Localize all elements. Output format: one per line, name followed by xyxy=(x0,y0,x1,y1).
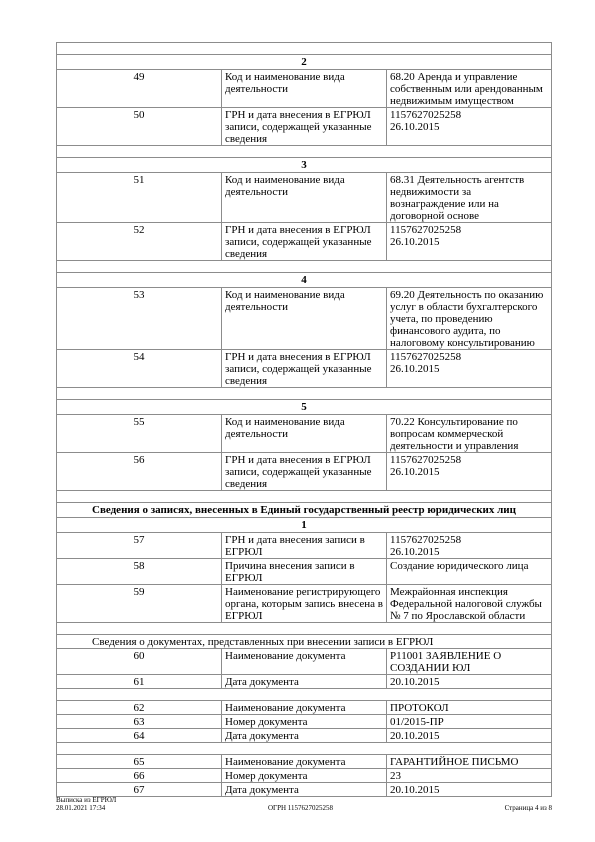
field-value: 1157627025258 26.10.2015 xyxy=(387,350,552,388)
field-label: ГРН и дата внесения в ЕГРЮЛ записи, содержащей указанные сведения xyxy=(222,453,387,491)
section-title-row xyxy=(57,503,552,518)
page-footer xyxy=(56,796,552,816)
spacer-cell xyxy=(57,43,552,55)
field-label: Номер документа xyxy=(222,769,387,783)
field-value: 20.10.2015 xyxy=(387,675,552,689)
field-label: Дата документа xyxy=(222,729,387,743)
row-number: 61 xyxy=(57,675,222,689)
field-value: ПРОТОКОЛ xyxy=(387,701,552,715)
spacer-cell xyxy=(57,743,552,755)
row-number: 62 xyxy=(57,701,222,715)
field-value: Создание юридического лица xyxy=(387,559,552,585)
table-row xyxy=(57,350,552,388)
row-number: 55 xyxy=(57,415,222,453)
field-value: 68.31 Деятельность агентств недвижимости за вознаграждение или на договорной основе xyxy=(387,173,552,223)
section-number: 1 xyxy=(57,518,552,533)
table-body xyxy=(57,43,552,797)
spacer-cell xyxy=(57,689,552,701)
spacer-row xyxy=(57,388,552,400)
field-value: 23 xyxy=(387,769,552,783)
table-row xyxy=(57,223,552,261)
table-row xyxy=(57,783,552,797)
row-number: 54 xyxy=(57,350,222,388)
row-number: 67 xyxy=(57,783,222,797)
section-number-row xyxy=(57,400,552,415)
footer-page-number: Страница 4 из 8 xyxy=(504,804,552,812)
spacer-cell xyxy=(57,388,552,400)
table-row xyxy=(57,649,552,675)
field-label: ГРН и дата внесения в ЕГРЮЛ записи, содержащей указанные сведения xyxy=(222,223,387,261)
table-row xyxy=(57,755,552,769)
row-number: 57 xyxy=(57,533,222,559)
field-label: Код и наименование вида деятельности xyxy=(222,288,387,350)
field-label: ГРН и дата внесения записи в ЕГРЮЛ xyxy=(222,533,387,559)
field-value: ГАРАНТИЙНОЕ ПИСЬМО xyxy=(387,755,552,769)
spacer-cell xyxy=(57,146,552,158)
field-value: 01/2015-ПР xyxy=(387,715,552,729)
row-number: 65 xyxy=(57,755,222,769)
subsection-title: Сведения о документах, представленных при внесении записи в ЕГРЮЛ xyxy=(57,635,552,649)
field-label: Дата документа xyxy=(222,783,387,797)
subsection-title-row xyxy=(57,635,552,649)
row-number: 63 xyxy=(57,715,222,729)
table-row xyxy=(57,585,552,623)
table-row xyxy=(57,173,552,223)
row-number: 59 xyxy=(57,585,222,623)
field-label: Причина внесения записи в ЕГРЮЛ xyxy=(222,559,387,585)
table-row xyxy=(57,415,552,453)
table-row xyxy=(57,453,552,491)
footer-doc-name: Выписка из ЕГРЮЛ xyxy=(56,796,117,804)
row-number: 53 xyxy=(57,288,222,350)
row-number: 51 xyxy=(57,173,222,223)
row-number: 52 xyxy=(57,223,222,261)
section-title: Сведения о записях, внесенных в Единый государственный реестр юридических лиц xyxy=(57,503,552,518)
footer-ogrn: ОГРН 1157627025258 xyxy=(268,804,334,812)
field-value: Межрайонная инспекция Федеральной налоговой службы № 7 по Ярославской области xyxy=(387,585,552,623)
spacer-cell xyxy=(57,491,552,503)
field-value: 68.20 Аренда и управление собственным или арендованным недвижимым имуществом xyxy=(387,70,552,108)
section-number: 4 xyxy=(57,273,552,288)
field-value: Р11001 ЗАЯВЛЕНИЕ О СОЗДАНИИ ЮЛ xyxy=(387,649,552,675)
row-number: 56 xyxy=(57,453,222,491)
field-value: 1157627025258 26.10.2015 xyxy=(387,108,552,146)
field-label: Код и наименование вида деятельности xyxy=(222,173,387,223)
field-label: ГРН и дата внесения в ЕГРЮЛ записи, содержащей указанные сведения xyxy=(222,350,387,388)
table-row xyxy=(57,675,552,689)
table-row xyxy=(57,70,552,108)
field-label: Номер документа xyxy=(222,715,387,729)
field-label: Наименование регистрирующего органа, которым запись внесена в ЕГРЮЛ xyxy=(222,585,387,623)
field-value: 69.20 Деятельность по оказанию услуг в области бухгалтерского учета, по проведению финансового аудита, по налоговому консультированию xyxy=(387,288,552,350)
table-row xyxy=(57,729,552,743)
spacer-row xyxy=(57,146,552,158)
section-number: 2 xyxy=(57,55,552,70)
table-row xyxy=(57,769,552,783)
row-number: 66 xyxy=(57,769,222,783)
table-row xyxy=(57,533,552,559)
footer-datetime: 28.01.2021 17:34 xyxy=(56,804,106,812)
field-value: 20.10.2015 xyxy=(387,783,552,797)
spacer-row xyxy=(57,43,552,55)
field-label: Наименование документа xyxy=(222,649,387,675)
field-label: ГРН и дата внесения в ЕГРЮЛ записи, содержащей указанные сведения xyxy=(222,108,387,146)
table-row xyxy=(57,108,552,146)
section-number-row xyxy=(57,158,552,173)
field-label: Наименование документа xyxy=(222,701,387,715)
egrul-extract-table xyxy=(56,42,552,797)
footer-left xyxy=(56,796,116,812)
field-value: 1157627025258 26.10.2015 xyxy=(387,453,552,491)
field-value: 70.22 Консультирование по вопросам коммерческой деятельности и управления xyxy=(387,415,552,453)
table-row xyxy=(57,288,552,350)
field-label: Код и наименование вида деятельности xyxy=(222,70,387,108)
spacer-cell xyxy=(57,261,552,273)
row-number: 64 xyxy=(57,729,222,743)
row-number: 49 xyxy=(57,70,222,108)
section-number: 5 xyxy=(57,400,552,415)
row-number: 60 xyxy=(57,649,222,675)
spacer-row xyxy=(57,623,552,635)
section-number-row xyxy=(57,55,552,70)
field-value: 1157627025258 26.10.2015 xyxy=(387,533,552,559)
document-page xyxy=(56,42,552,797)
table-row xyxy=(57,715,552,729)
spacer-row xyxy=(57,743,552,755)
spacer-row xyxy=(57,491,552,503)
spacer-cell xyxy=(57,623,552,635)
field-label: Дата документа xyxy=(222,675,387,689)
spacer-row xyxy=(57,261,552,273)
table-row xyxy=(57,559,552,585)
section-number-row xyxy=(57,273,552,288)
field-label: Наименование документа xyxy=(222,755,387,769)
field-label: Код и наименование вида деятельности xyxy=(222,415,387,453)
table-row xyxy=(57,701,552,715)
field-value: 1157627025258 26.10.2015 xyxy=(387,223,552,261)
field-value: 20.10.2015 xyxy=(387,729,552,743)
row-number: 50 xyxy=(57,108,222,146)
section-number-row xyxy=(57,518,552,533)
spacer-row xyxy=(57,689,552,701)
section-number: 3 xyxy=(57,158,552,173)
row-number: 58 xyxy=(57,559,222,585)
